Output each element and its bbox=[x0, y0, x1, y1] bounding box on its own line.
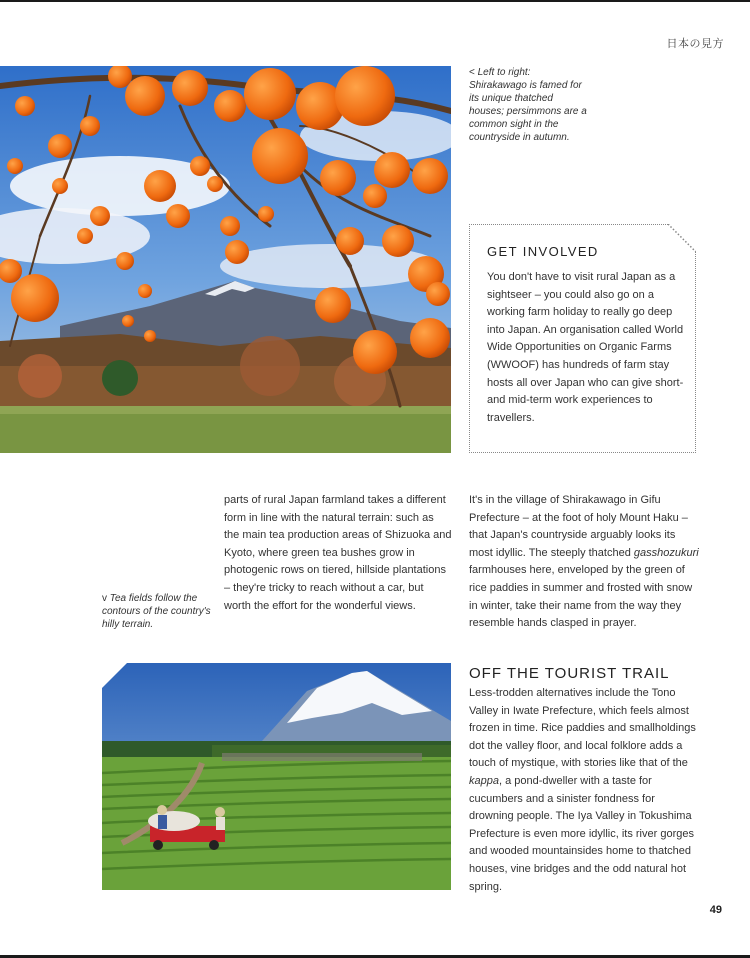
tea-caption bbox=[102, 592, 212, 631]
sidebar-title: GET INVOLVED bbox=[487, 244, 599, 259]
para-text: , a pond-dweller with a taste for cucumbers and a sinister fondness for drowning people. The Iya Valley in Tokushima Prefecture is even more idyllic, its river gorges and wooded mountainsides home to thatched houses, vine bridges and the odd natural hot spring. bbox=[469, 774, 694, 893]
para-italic-term: kappa bbox=[469, 774, 499, 787]
body-column-2-para-1 bbox=[469, 492, 699, 633]
caption-arrow-icon: < bbox=[469, 67, 475, 78]
para-text: It's in the village of Shirakawago in Gifu Prefecture – at the foot of holy Mount Haku – that Japan's countryside arguably looks its most idyllic. The steeply thatched bbox=[469, 494, 688, 559]
persimmon-caption-text: Left to right: Shirakawago is famed for its unique thatched houses; persimmons are a common sight in the countryside in autumn. bbox=[469, 67, 587, 143]
tea-field-photo bbox=[102, 663, 451, 890]
persimmon-caption bbox=[469, 66, 589, 144]
tea-caption-text: Tea fields follow the contours of the country's hilly terrain. bbox=[102, 593, 211, 630]
section-header: 日本の見方 bbox=[666, 37, 724, 50]
para-italic-term: gasshozukuri bbox=[633, 546, 699, 559]
top-rule bbox=[0, 0, 750, 2]
caption-arrow-icon: v bbox=[102, 593, 107, 604]
body-column-2-para-2 bbox=[469, 685, 699, 896]
body-column-1: parts of rural Japan farmland takes a different form in line with the natural terrain: such as the main tea production areas of Shizuoka and Kyoto, where green tea bushes grow in photogenic rows on tiered, hillside plantations – they're tricky to reach without a car, but worth the effort for the wonderful views. bbox=[224, 494, 452, 612]
para-text: farmhouses here, enveloped by the green of rice paddies in summer and frosted with snow in winter, take their name from the way they resemble hands clasped in prayer. bbox=[469, 564, 693, 630]
sidebar-body: You don't have to visit rural Japan as a sightseer – you could also go on a working farm holiday to really go deep into Japan. An organisation called World Wide Opportunities on Organic Farms (WWOOF) has hundreds of farm stay hosts all over Japan who can give short- and mid-term work experiences to travellers. bbox=[487, 271, 684, 424]
sidebar-box-corner bbox=[665, 224, 696, 255]
page-number: 49 bbox=[709, 904, 722, 916]
section-heading: OFF THE TOURIST TRAIL bbox=[469, 665, 670, 682]
para-text: Less-trodden alternatives include the Tono Valley in Iwate Prefecture, which feels almost frozen in time. Rice paddies and smallholdings dot the valley floor, and local folklore adds a touch of mystique, with stories like that of the bbox=[469, 687, 696, 770]
persimmon-photo bbox=[0, 66, 451, 453]
